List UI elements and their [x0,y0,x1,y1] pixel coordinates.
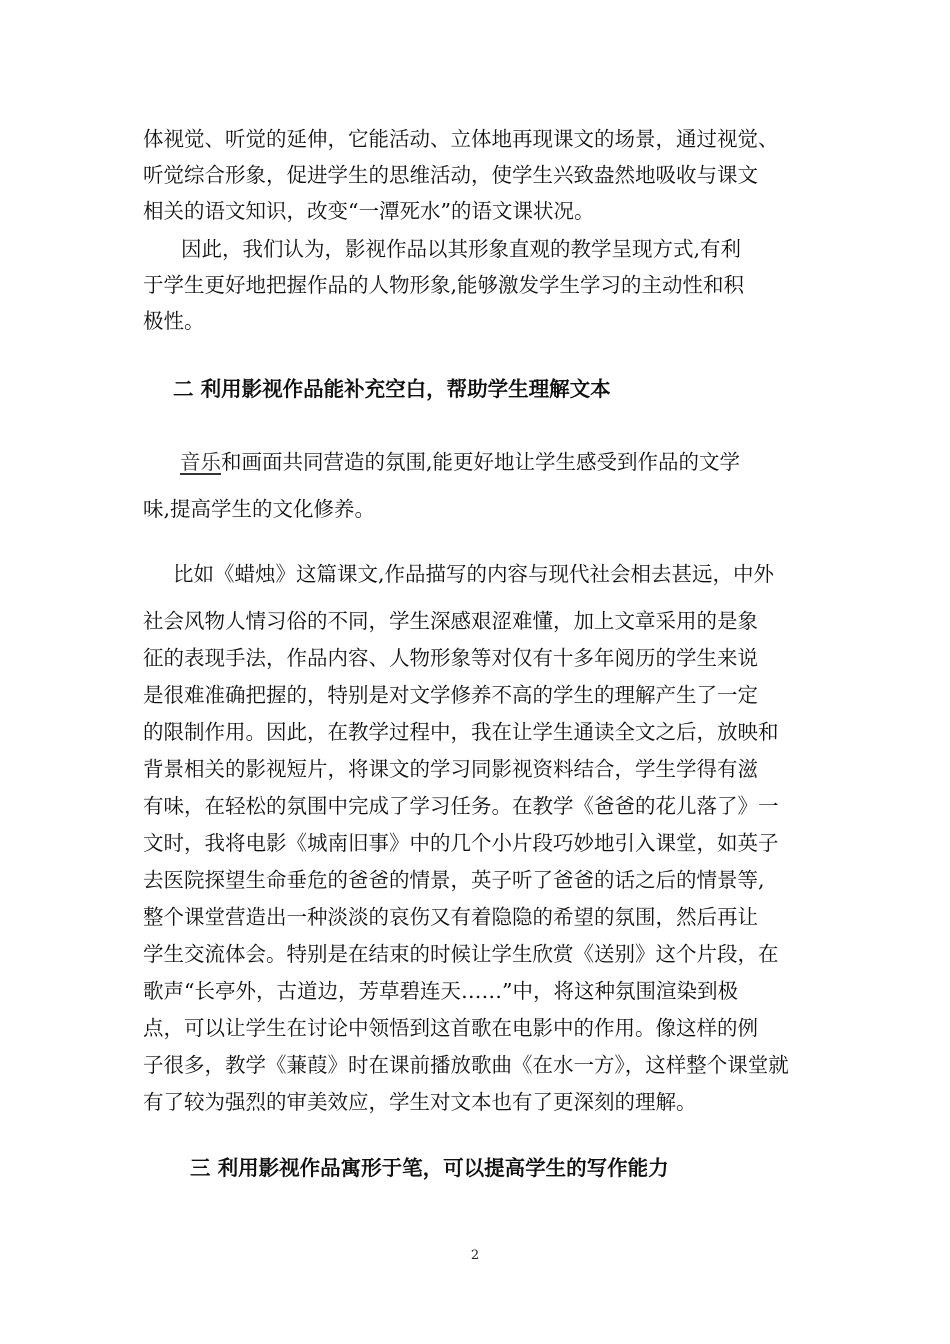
text-line: 因此，我们认为，影视作品以其形象直观的教学呈现方式,有利 [181,237,742,261]
text-line: 背景相关的影视短片，将课文的学习同影视资料结合，学生学得有滋 [143,757,758,781]
text-line: 去医院探望生命垂危的爸爸的情景，英子听了爸爸的话之后的情景等, [143,868,765,892]
text-line: 文时，我将电影《城南旧事》中的几个小片段巧妙地引入课堂，如英子 [143,831,779,855]
text-line: 的限制作用。因此，在教学过程中，我在让学生通读全文之后，放映和 [143,720,779,744]
text-line [180,449,850,475]
text-line: 有了较为强烈的审美效应，学生对文本也有了更深刻的理解。 [143,1090,697,1114]
music-link[interactable]: 音乐 [180,450,221,474]
text-fragment: 和画面共同营造的氛围,能更好地让学生感受到作品的文学 [221,450,741,474]
text-line: 极性。 [143,309,205,333]
text-line: 是很难准确把握的，特别是对文学修养不高的学生的理解产生了一定 [143,683,758,707]
text-line: 征的表现手法，作品内容、人物形象等对仅有十多年阅历的学生来说 [143,646,758,670]
text-line: 学生交流体会。特别是在结束的时候让学生欣赏《送别》这个片段，在 [143,942,779,966]
text-line: 体视觉、听觉的延伸，它能活动、立体地再现课文的场景，通过视觉、 [143,127,779,151]
section-heading: 三 利用影视作品寓形于笔，可以提高学生的写作能力 [190,1156,669,1180]
text-line: 于学生更好地把握作品的人物形象,能够激发学生学习的主动性和积 [143,273,745,297]
text-line: 有味，在轻松的氛围中完成了学习任务。在教学《爸爸的花儿落了》一 [143,794,779,818]
text-line: 社会风物人情习俗的不同，学生深感艰涩难懂，加上文章采用的是象 [143,609,758,633]
text-line: 子很多，教学《蒹葭》时在课前播放歌曲《在水一方》，这样整个课堂就 [143,1053,789,1077]
text-line: 比如《蜡烛》这篇课文,作品描写的内容与现代社会相去甚远，中外 [173,562,775,586]
section-heading: 二 利用影视作品能补充空白，帮助学生理解文本 [173,377,611,401]
text-line: 味,提高学生的文化修养。 [143,497,376,521]
page-number: 2 [470,1248,480,1263]
text-line: 歌声“长亭外，古道边，芳草碧连天……”中，将这种氛围渲染到极 [143,979,738,1003]
text-line: 听觉综合形象，促进学生的思维活动，使学生兴致盎然地吸收与课文 [143,163,758,187]
text-line: 点，可以让学生在讨论中领悟到这首歌在电影中的作用。像这样的例 [143,1016,758,1040]
text-line: 整个课堂营造出一种淡淡的哀伤又有着隐隐的希望的氛围，然后再让 [143,905,758,929]
text-line: 相关的语文知识，改变“一潭死水”的语文课状况。 [143,199,595,223]
